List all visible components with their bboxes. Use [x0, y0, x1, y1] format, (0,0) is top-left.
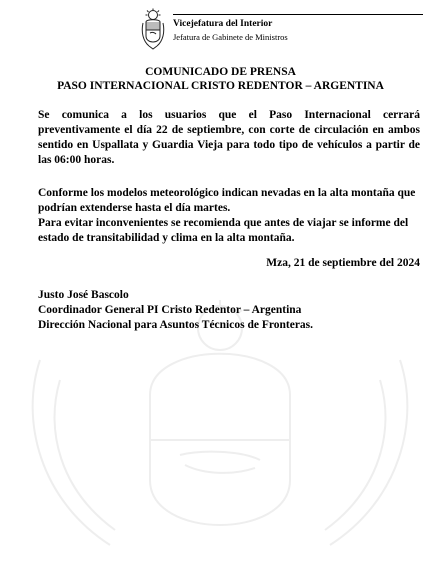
- signatory-office: Dirección Nacional para Asuntos Técnicos de Fronteras.: [38, 319, 314, 331]
- coat-of-arms-watermark: [0, 300, 441, 563]
- paragraph-closure-notice: Se comunica a los usuarios que el Paso Internacional cerrará preventivamente el día 22 de septiembre, con corte de circulación en ambos sentido en Uspallata y Guardia Vieja para todo tipo de vehículos a partir de las 06:00 horas.: [38, 109, 420, 166]
- letterhead: [140, 8, 420, 52]
- document-subheading: PASO INTERNACIONAL CRISTO REDENTOR – ARGENTINA: [57, 80, 384, 92]
- argentina-coat-of-arms-icon: [140, 8, 166, 52]
- document-heading: COMUNICADO DE PRENSA: [145, 66, 296, 78]
- signatory-name: Justo José Bascolo: [38, 289, 129, 301]
- paragraph-weather-forecast: Conforme los modelos meteorológico indican nevadas en la alta montaña que podrían extenderse hasta el día martes.: [38, 187, 416, 214]
- paragraph-recommendation: Para evitar inconvenientes se recomienda que antes de viajar se informe del estado de transitabilidad y clima en la alta montaña.: [38, 217, 409, 244]
- org-subtitle: Jefatura de Gabinete de Ministros: [173, 32, 288, 42]
- letterhead-rule: [173, 14, 423, 15]
- org-title: Vicejefatura del Interior: [173, 19, 273, 29]
- signatory-role: Coordinador General PI Cristo Redentor – Argentina: [38, 304, 302, 316]
- date-line: Mza, 21 de septiembre del 2024: [266, 257, 420, 269]
